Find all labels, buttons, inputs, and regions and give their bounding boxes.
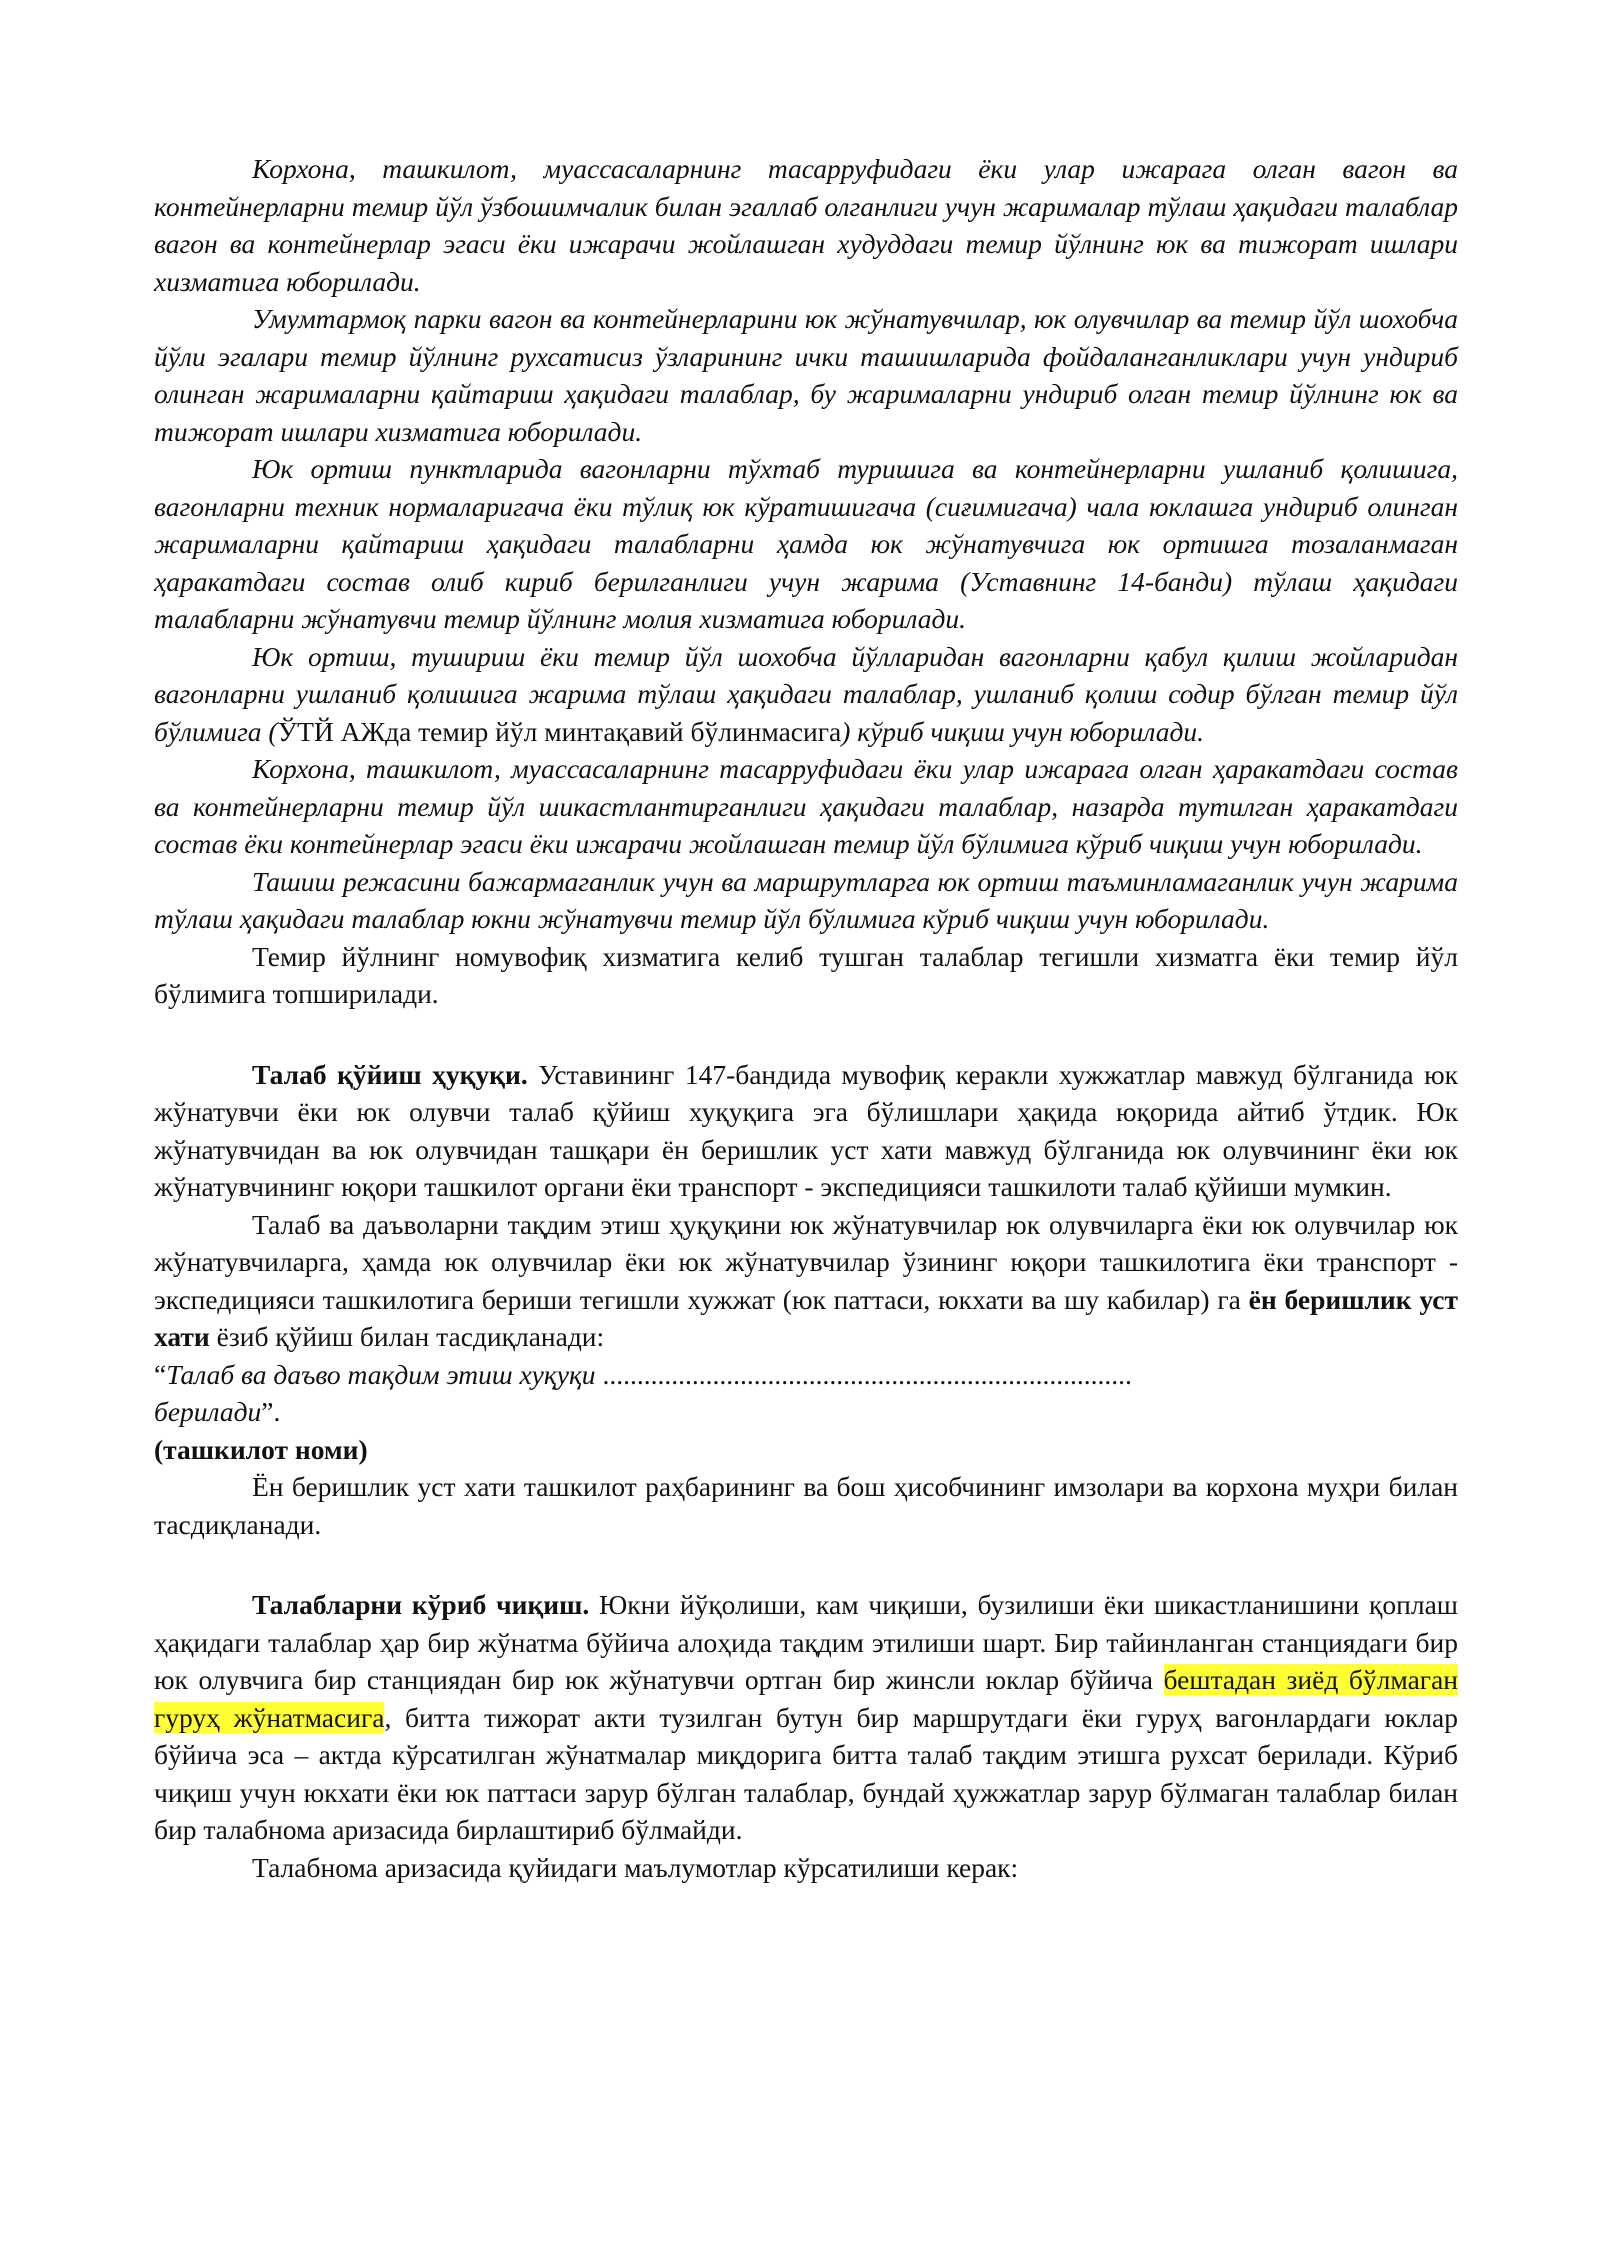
quote-mark: “ bbox=[154, 1358, 167, 1390]
paragraph-text: Талаб ва даъволарни тақдим этиш ҳуқуқини юк жўнатувчилар юк олувчиларга ёки юк олувчилар юк жўнатувчиларга, ҳамда юк олувчилар ёки юк жўнатувчилар ўзининг юқори ташкилотига ёки транспорт - экспедицияси ташкилотига бериши тегишли хужжат (юк паттаси, юкхати ва шу кабилар) га bbox=[154, 1208, 1458, 1315]
paragraph-claims-wagon-seizure: Корхона, ташкилот, муассасаларнинг тасарруфидаги ёки улар ижарага олган вагон ва контейнерларни темир йўл ўзбошимчалик билан эгаллаб олганлиги учун жарималар тўлаш ҳақидаги талаблар вагон ва контейнерлар эгаси ёки ижарачи жойлашган худуддаги темир йўлнинг юк ва тижорат ишлари хизматига юборилади. bbox=[154, 153, 1458, 297]
paragraph-text: Уставининг 147-бандида мувофиқ керакли хужжатлар мавжуд бўлганида юк жўнатувчи ёки юк олувчи талаб қўйиш хуқуқига эга бўлишлари ҳақида юқорида айтиб ўтдик. Юк жўнатувчидан ва юк олувчидан ташқари ён беришлик уст хати мавжуд бўлганида юк олувчининг ёки юк жўнатувчининг юқори ташкилот органи ёки транспорт - экспедицияси ташкилоти талаб қўйиши мумкин. bbox=[154, 1058, 1458, 1202]
highlighted-text: бештадан зиёд бўлмаган гуруҳ жўнатмасига bbox=[154, 1664, 1459, 1733]
paragraph-claims-transfer: Темир йўлнинг номувофиқ хизматига келиб тушган талаблар тегишли хизматга ёки темир йўл бўлимига топширилади. bbox=[154, 940, 1458, 1009]
paragraph-claim-transfer-right bbox=[154, 1206, 1458, 1356]
paragraph-application-info: Талабнома аризасида қуйидаги маълумотлар кўрсатилиши керак: bbox=[252, 1851, 1019, 1883]
paragraph-text-upright: ЎТЙ АЖда темир йўл минтақавий бўлинмасига bbox=[277, 715, 842, 747]
paragraph-text: ёзиб қўйиш билан тасдиқланади: bbox=[209, 1321, 605, 1352]
quote-text: Талаб ва даъво тақдим этиш хуқуқи bbox=[166, 1358, 596, 1390]
paragraph-gap bbox=[154, 1543, 1458, 1586]
bold-term: ён беришлик уст хати bbox=[154, 1283, 1458, 1352]
paragraph-claims-review bbox=[154, 1586, 1458, 1849]
paragraph-text: Юкни йўқолиши, кам чиқиши, бузилиши ёки шикастланишини қоплаш ҳақидаги талаблар ҳар бир жўнатма бўйича алоҳида тақдим этилиши шарт. Бир тайинланган станциядаги бир юк олувчига бир станциядан бир юк жўнатувчи ортган бир жинсли юклар бўйича bbox=[154, 1589, 1458, 1695]
paragraph-text: ) кўриб чиқиш учун юборилади. bbox=[841, 715, 1205, 747]
org-name-label bbox=[154, 1431, 1458, 1469]
paragraph-claims-damage: Корхона, ташкилот, муассасаларнинг тасарруфидаги ёки улар ижарага олган ҳаракатдаги состав ва контейнерларни темир йўл шикастлантирганлиги ҳақидаги талаблар, назарда тутилган ҳаракатдаги состав ёки контейнерлар эгаси ёки ижарачи жойлашган темир йўл бўлимига кўриб чиқиш учун юборилади. bbox=[154, 753, 1458, 859]
paragraph-text: , битта тижорат акти тузилган бутун бир маршрутдаги ёки гуруҳ вагонлардаги юклар бўйича эса – актда кўрсатилган жўнатмалар миқдорига битта талаб тақдим этишга рухсат берилади. Кўриб чиқиш учун юкхати ёки юк паттаси зарур бўлган талаблар, бундай ҳужжатлар зарур бўлмаган талаблар билан бир талабнома аризасида бирлаштириб бўлмайди. bbox=[154, 1701, 1458, 1845]
paragraph-right-to-claim bbox=[154, 1056, 1458, 1206]
paragraph-text: Юк ортиш, тушириш ёки темир йўл шохобча йўлларидан вагонларни қабул қилиш жойларидан вагонларни ушланиб қолишига жарима тўлаш ҳақидаги талаблар, ушланиб қолиш содир бўлган темир йўл бўлимига ( bbox=[154, 640, 1458, 747]
paragraph-signature-confirmation: Ён беришлик уст хати ташкилот раҳбарининг ва бош ҳисобчининг имзолари ва корхона муҳри билан тасдиқланади. bbox=[154, 1471, 1458, 1540]
paragraph-claims-fines-return: Умумтармоқ парки вагон ва контейнерларини юк жўнатувчилар, юк олувчилар ва темир йўл шохобча йўли эгалари темир йўлнинг рухсатисиз ўзларининг ички ташишларида фойдаланганликлари учун ундириб олинган жарималарни қайтариш ҳақидаги талаблар, бу жарималарни ундириб олган темир йўлнинг юк ва тижорат ишлари хизматига юборилади. bbox=[154, 303, 1458, 447]
paragraph-gap bbox=[154, 1013, 1458, 1056]
quote-text: берилади bbox=[154, 1396, 262, 1427]
section-heading: Талабларни кўриб чиқиш. bbox=[252, 1589, 590, 1620]
paragraph-claims-plan: Ташиш режасини бажармаганлик учун ва маршрутларга юк ортиш таъминламаганлик учун жарима тўлаш ҳақидаги талаблар юкни жўнатувчи темир йўл бўлимига кўриб чиқиш учун юборилади. bbox=[154, 865, 1458, 934]
document-page bbox=[154, 150, 1458, 1886]
quote-line bbox=[154, 1356, 1458, 1431]
org-name-text: (ташкилот номи) bbox=[154, 1433, 368, 1465]
paragraph-claims-loading-points: Юк ортиш пунктларида вагонларни тўхтаб туришига ва контейнерларни ушланиб қолишига, вагонларни техник нормаларигача ёки тўлиқ юк кўратишигача (сиғимигача) чала юклашга ундириб олинган жарималарни қайтариш ҳақидаги талабларни ҳамда юк жўнатувчига юк ортишга тозаланмаган ҳаракатдаги состав олиб кириб берилганлиги учун жарима (Уставнинг 14-банди) тўлаш ҳақидаги талабларни жўнатувчи темир йўлнинг молия хизматига юборилади. bbox=[154, 453, 1458, 634]
section-heading: Талаб қўйиш ҳуқуқи. bbox=[252, 1058, 528, 1090]
quote-dots: ............................................................................. bbox=[595, 1358, 1132, 1390]
quote-mark: ”. bbox=[261, 1396, 281, 1427]
paragraph-claims-detention bbox=[154, 638, 1458, 751]
